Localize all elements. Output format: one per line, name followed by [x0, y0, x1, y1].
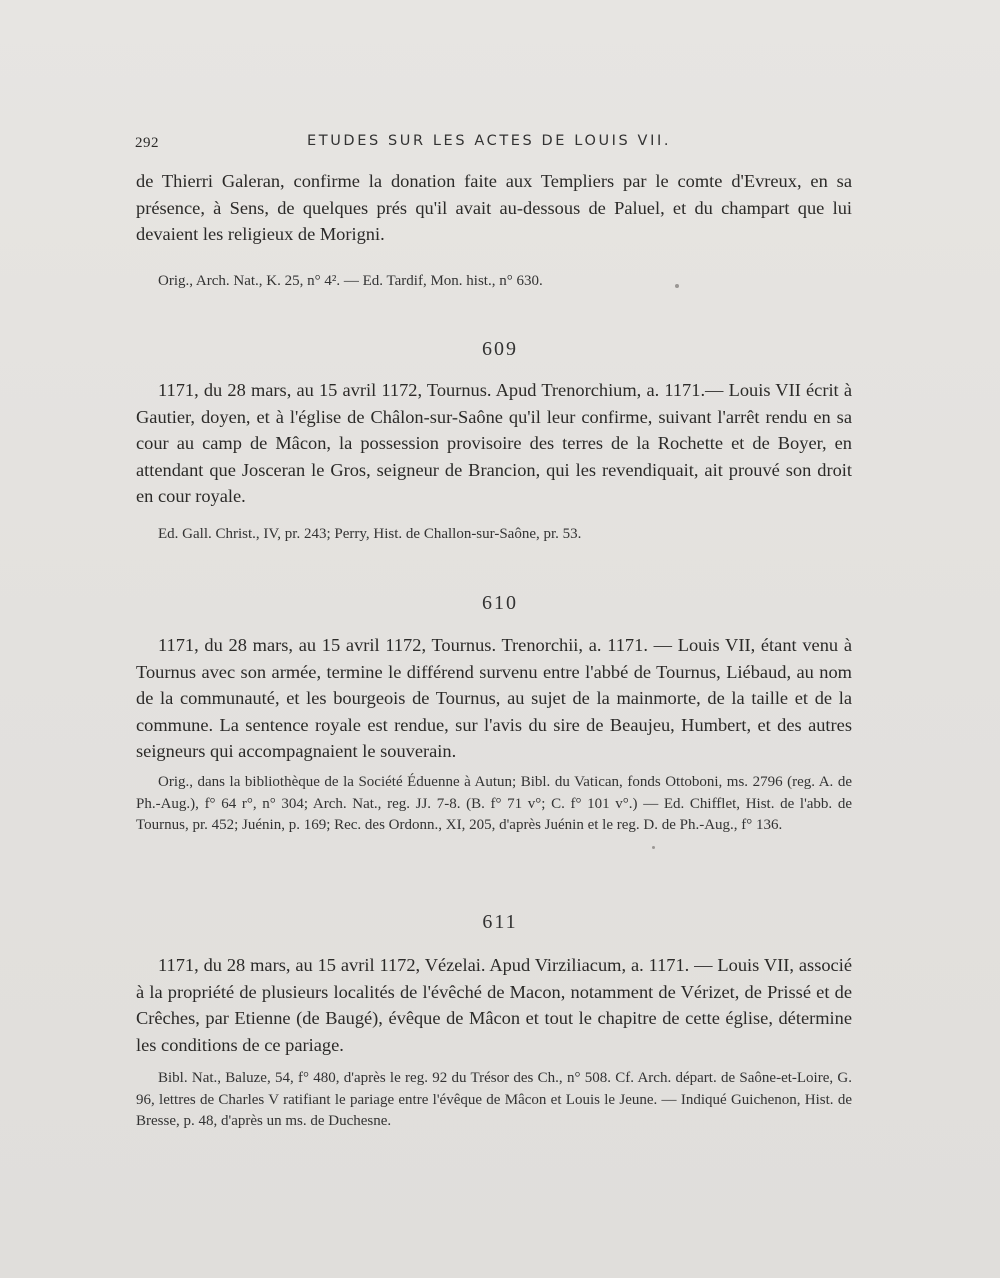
- paper-speck: [675, 284, 679, 288]
- entry-number-609: 609: [482, 338, 518, 360]
- entry-610-text: 1171, du 28 mars, au 15 avril 1172, Tournus. Trenorchii, a. 1171. — Louis VII, étant venu à Tournus avec son armée, termine le différend survenu entre l'abbé de Tournus, Liébaud, au nom de la communauté, et les bourgeois de Tournus, au sujet de la mainmorte, de la taille et de la commune. La sentence royale est rendue, sur l'avis du sire de Beaujeu, Humbert, et des autres seigneurs qui accompagnaient le souverain.: [136, 635, 852, 761]
- entry-number-610: 610: [482, 592, 518, 614]
- continuation-block: [136, 168, 852, 248]
- entry-611-text-block: [136, 952, 852, 1058]
- entry-609-text-block: [136, 377, 852, 510]
- entry-609-text: 1171, du 28 mars, au 15 avril 1172, Tournus. Apud Trenorchium, a. 1171.— Louis VII écrit à Gautier, doyen, et à l'église de Châlon-sur-Saône qu'il leur confirme, suivant l'arrêt rendu en sa cour au camp de Mâcon, la possession provisoire des terres de la Rochette et de Boyer, en attendant que Josceran le Gros, seigneur de Brancion, qui les revendiquait, ait prouvé son droit en cour royale.: [136, 380, 852, 506]
- entry-610-source-block: [136, 772, 852, 837]
- continuation-source-block: [136, 271, 852, 293]
- entry-611-text: 1171, du 28 mars, au 15 avril 1172, Vézelai. Apud Virziliacum, a. 1171. — Louis VII, associé à la propriété de plusieurs localités de l'évêché de Macon, notamment de Vérizet, de Prissé et de Crêches, par Etienne (de Baugé), évêque de Mâcon et tout le chapitre de cette église, détermine les conditions de ce pariage.: [136, 955, 852, 1055]
- entry-number-611: 611: [482, 911, 518, 933]
- entry-611-source: Bibl. Nat., Baluze, 54, f° 480, d'après le reg. 92 du Trésor des Ch., n° 508. Cf. Arch. départ. de Saône-et-Loire, G. 96, lettres de Charles V ratifiant le pariage entre l'évêque de Mâcon et Louis le Jeune. — Indiqué Guichenon, Hist. de Bresse, p. 48, d'après un ms. de Duchesne.: [136, 1070, 852, 1129]
- entry-609-source-block: [136, 524, 852, 546]
- entry-611-source-block: [136, 1068, 852, 1133]
- page-number: 292: [135, 135, 159, 151]
- running-title: ETUDES SUR LES ACTES DE LOUIS VII.: [307, 133, 672, 149]
- entry-610-text-block: [136, 632, 852, 765]
- entry-610-source: Orig., dans la bibliothèque de la Société Éduenne à Autun; Bibl. du Vatican, fonds Ottoboni, ms. 2796 (reg. A. de Ph.-Aug.), f° 64 r°, n° 304; Arch. Nat., reg. JJ. 7-8. (B. f° 71 v°; C. f° 101 v°.) — Ed. Chifflet, Hist. de l'abb. de Tournus, pr. 452; Juénin, p. 169; Rec. des Ordonn., XI, 205, d'après Juénin et le reg. D. de Ph.-Aug., f° 136.: [136, 774, 852, 833]
- entry-609-source: Ed. Gall. Christ., IV, pr. 243; Perry, Hist. de Challon-sur-Saône, pr. 53.: [158, 526, 582, 542]
- page-header: [135, 133, 855, 157]
- continuation-text: de Thierri Galeran, confirme la donation faite aux Templiers par le comte d'Evreux, en sa présence, à Sens, de quelques prés qu'il avait au-dessous de Paluel, et du champart que lui devaient les religieux de Morigni.: [136, 171, 852, 244]
- paper-speck: [652, 846, 655, 849]
- continuation-source: Orig., Arch. Nat., K. 25, n° 4². — Ed. Tardif, Mon. hist., n° 630.: [158, 273, 543, 289]
